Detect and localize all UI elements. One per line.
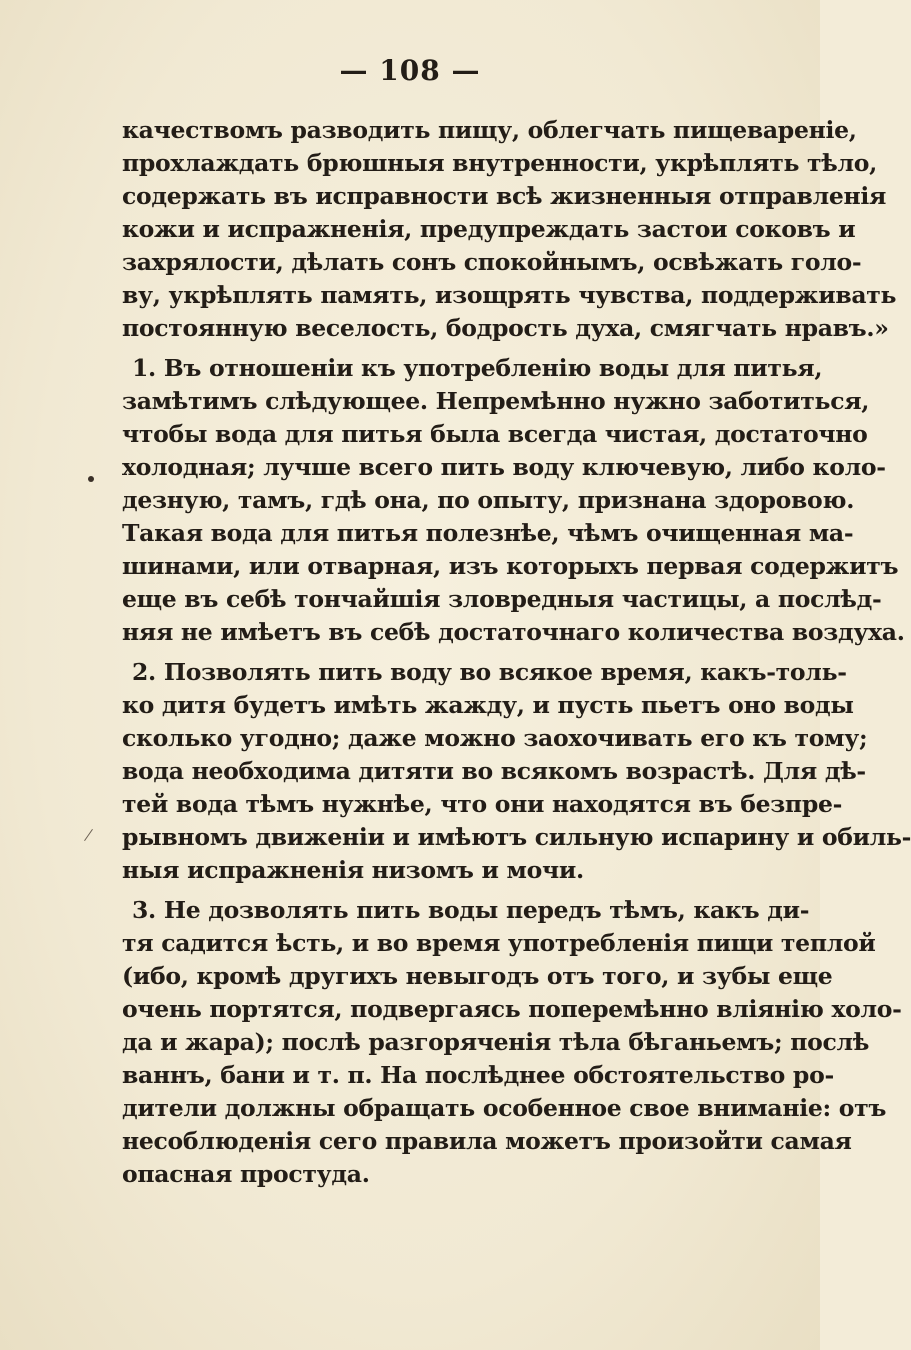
margin-ink-dot (88, 476, 94, 482)
text-line: холодная; лучше всего пить воду ключевую, либо коло- (122, 453, 886, 481)
text-line: несоблюденія сего правила можетъ произойти самая (122, 1127, 852, 1155)
page-number: — 108 — (339, 54, 481, 87)
text-line: чтобы вода для питья была всегда чистая, достаточно (122, 420, 868, 448)
margin-pencil-mark (84, 829, 93, 841)
text-line: замѣтимъ слѣдующее. Непремѣнно нужно заботиться, (122, 387, 870, 415)
text-line: кожи и испражненія, предупреждать застои соковъ и (122, 215, 856, 243)
text-line: прохлаждать брюшныя внутренности, укрѣплять тѣло, (122, 149, 878, 177)
text-line: захрялости, дѣлать сонъ спокойнымъ, освѣжать голо- (122, 248, 862, 276)
text-line: вода необходима дитяти во всякомъ возрастѣ. Для дѣ- (122, 757, 866, 785)
text-line: (ибо, кромѣ другихъ невыгодъ отъ того, и зубы еще (122, 962, 833, 990)
text-line: Такая вода для питья полезнѣе, чѣмъ очищенная ма- (122, 519, 854, 547)
text-line: еще въ себѣ тончайшія зловредныя частицы, а послѣд- (122, 585, 882, 613)
text-line: дезную, тамъ, гдѣ она, по опыту, признана здоровою. (122, 486, 855, 514)
text-line: рывномъ движеніи и имѣютъ сильную испарину и обиль- (122, 823, 911, 851)
text-line: качествомъ разводить пищу, облегчать пищевареніе, (122, 116, 857, 144)
text-line: постоянную веселость, бодрость духа, смягчать нравъ.» (122, 314, 889, 342)
text-line: тей вода тѣмъ нужнѣе, что они находятся въ безпре- (122, 790, 843, 818)
text-line: содержать въ исправности всѣ жизненныя отправленія (122, 182, 887, 210)
text-line: дители должны обращать особенное свое вниманіе: отъ (122, 1094, 887, 1122)
paragraph-2 (122, 656, 911, 887)
text-line: ву, укрѣплять память, изощрять чувства, поддерживать (122, 281, 897, 309)
text-line: 2. Позволять пить воду во всякое время, какъ-толь- (132, 658, 847, 686)
text-line: ко дитя будетъ имѣть жажду, и пусть пьетъ оно воды (122, 691, 854, 719)
text-line: ныя испражненія низомъ и мочи. (122, 856, 584, 884)
text-line: да и жара); послѣ разгоряченія тѣла бѣганьемъ; послѣ (122, 1028, 870, 1056)
text-line: сколько угодно; даже можно заохочивать его къ тому; (122, 724, 868, 752)
text-line: ваннъ, бани и т. п. На послѣднее обстоятельство ро- (122, 1061, 834, 1089)
body-text (122, 114, 911, 1198)
text-line: опасная простуда. (122, 1160, 370, 1188)
text-line: 1. Въ отношеніи къ употребленію воды для питья, (132, 354, 823, 382)
text-line: 3. Не дозволять пить воды передъ тѣмъ, какъ ди- (132, 896, 810, 924)
paragraph-1 (122, 352, 905, 649)
text-line: тя садится ѣсть, и во время употребленія пищи теплой (122, 929, 876, 957)
text-line: няя не имѣетъ въ себѣ достаточнаго количества воздуха. (122, 618, 905, 646)
text-line: шинами, или отварная, изъ которыхъ первая содержитъ (122, 552, 899, 580)
paragraph-intro-quote (122, 114, 897, 345)
text-line: очень портятся, подвергаясь поперемѣнно вліянію холо- (122, 995, 902, 1023)
paragraph-3 (122, 894, 902, 1191)
